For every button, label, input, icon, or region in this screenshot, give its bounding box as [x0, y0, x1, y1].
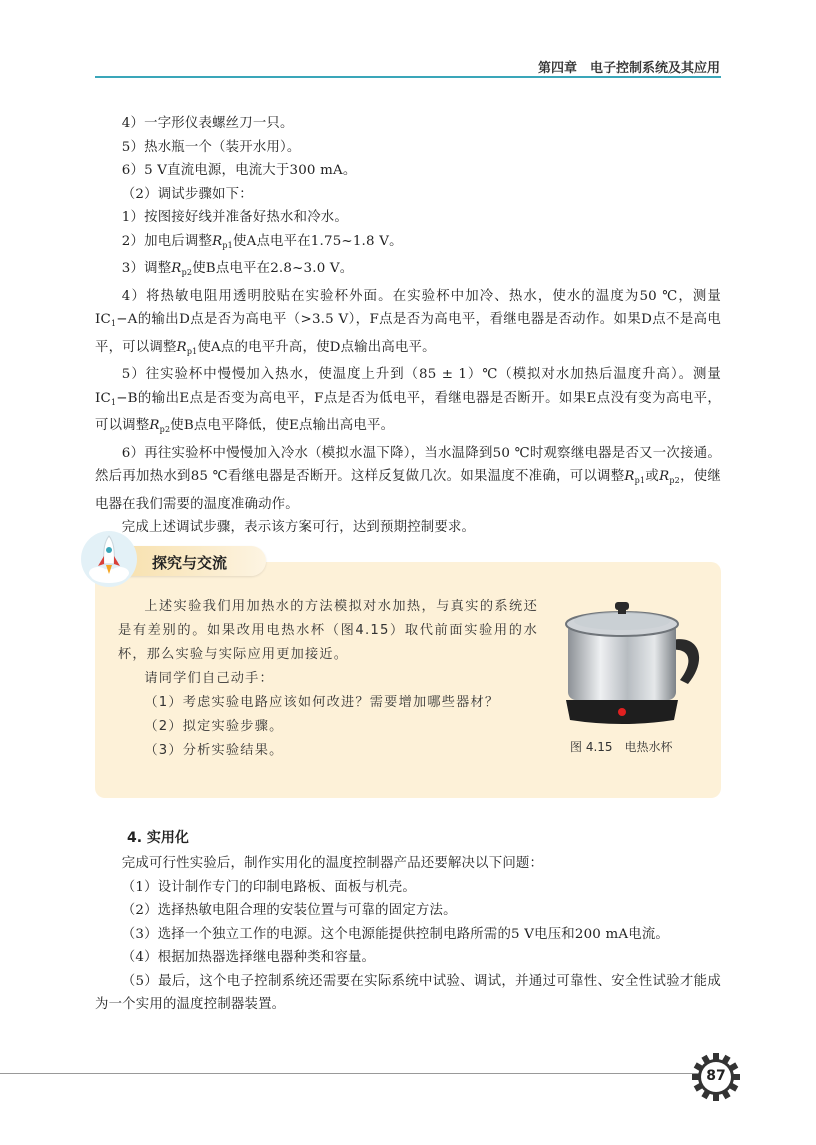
- figure-caption: 图 4.15 电热水杯: [570, 740, 673, 754]
- practical-item: （2）选择热敏电阻合理的安装位置与可靠的固定方法。: [121, 903, 457, 918]
- step-paragraph: 4）将热敏电阻用透明胶贴在实验杯外面。在实验杯中加冷、热水，使水的温度为50 ℃，测量$IC_1-A$的输出D点是否为高电平（>3.5 V），F点是否为高电平，看继电器是否动作。如果D点不是高电平，可以调整$R_{p1}$使A点的电平升高，使D点输出高电平。: [95, 288, 721, 356]
- practical-item: （3）选择一个独立工作的电源。这个电源能提供控制电路所需的5 V电压和200 mA电流。: [121, 926, 670, 942]
- step-paragraph: 5）往实验杯中慢慢加入热水，使温度上升到（85 ± 1）℃（模拟对水加热后温度升高）。测量$IC_1-B$的输出E点是否变为高电平，F点是否为低电平，看继电器是否断开。如果E点没有变为高电平，可以调整$R_{p2}$使B点电平降低，使E点输出高电平。: [95, 367, 721, 434]
- step-line: 1）按图接好线并准备好热水和冷水。: [121, 210, 348, 225]
- explore-title: 探究与交流: [152, 554, 228, 572]
- practical-text: [95, 852, 721, 1017]
- section-heading: 4. 实用化: [127, 830, 189, 846]
- explore-item: （2）拟定实验步骤。: [144, 719, 284, 734]
- step-line: （2）调试步骤如下：: [121, 186, 253, 202]
- practical-item: （4）根据加热器选择继电器种类和容量。: [121, 950, 376, 965]
- chapter-title: 第四章 电子控制系统及其应用: [537, 61, 720, 76]
- explore-paragraph: 请同学们自己动手：: [144, 671, 274, 686]
- step-line: 6）5 V直流电源，电流大于300 mA。: [121, 163, 357, 178]
- explore-paragraph: 上述实验我们用加热水的方法模拟对水加热，与真实的系统还是有差别的。如果改用电热水杯（图4.15）取代前面实验用的水杯，那么实验与实际应用更加接近。: [118, 599, 538, 662]
- explore-text: [118, 595, 538, 763]
- footer-rule: [0, 1073, 700, 1074]
- step-paragraph: 完成上述调试步骤，表示该方案可行，达到预期控制要求。: [121, 520, 476, 535]
- rocket-icon: [78, 528, 140, 590]
- step-line: 5）热水瓶一个（装开水用）。: [121, 139, 301, 155]
- step-line: 3）调整$R_{p2}$使B点电平在2.8~3.0 V。: [121, 261, 354, 277]
- kettle-image: [560, 600, 710, 730]
- step-line: 2）加电后调整$R_{p1}$使A点电平在1.75~1.8 V。: [121, 233, 403, 250]
- step-paragraph: 6）再往实验杯中慢慢加入冷水（模拟水温下降），当水温降到50 ℃时观察继电器是否又一次接通。然后再加热水到85 ℃看继电器是否断开。这样反复做几次。如果温度不准确，可以调整$R_{p1}$或$R_{p2}$，使继电器在我们需要的温度准确动作。: [95, 445, 721, 512]
- practical-paragraph: 完成可行性实验后，制作实用化的温度控制器产品还要解决以下问题：: [121, 856, 544, 871]
- header-rule: [95, 76, 721, 78]
- test-steps-text: [95, 112, 721, 540]
- step-line: 4）一字形仪表螺丝刀一只。: [121, 116, 294, 131]
- practical-item: （1）设计制作专门的印制电路板、面板与机壳。: [121, 879, 416, 895]
- page-number: 87: [706, 1068, 726, 1084]
- explore-item: （1）考虑实验电路应该如何改进？需要增加哪些器材？: [144, 695, 500, 710]
- practical-item: （5）最后，这个电子控制系统还需要在实际系统中试验、调试，并通过可靠性、安全性试验才能成为一个实用的温度控制器装置。: [95, 973, 721, 1012]
- explore-item: （3）分析实验结果。: [144, 743, 284, 758]
